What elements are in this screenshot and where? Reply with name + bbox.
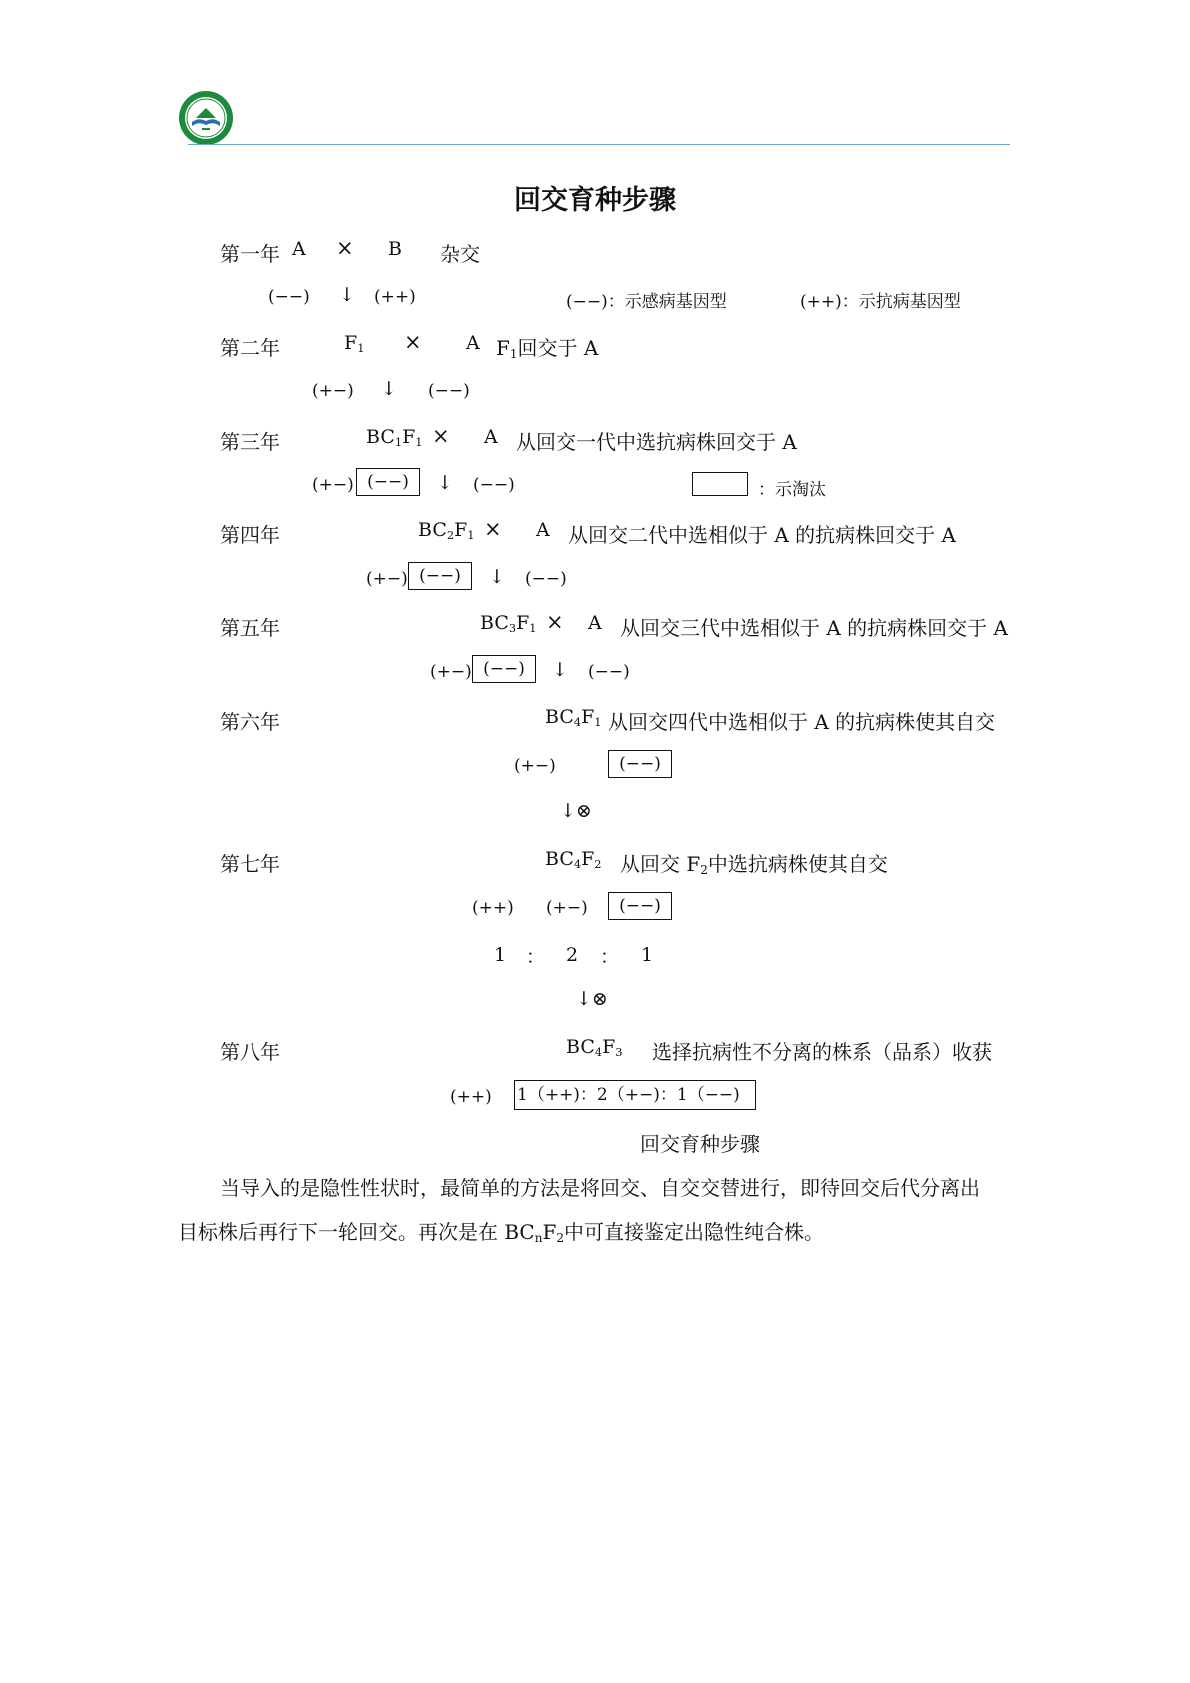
parent-a: A (484, 426, 498, 448)
generation-f1: $F_1$ (344, 332, 365, 355)
genotype-right: (−−) (525, 569, 567, 589)
down-arrow: ↓ (552, 659, 568, 681)
cross-symbol: × (484, 517, 502, 541)
step-note: 从回交 $F_2$中选抗病株使其自交 (620, 852, 888, 877)
cross-symbol: × (336, 236, 354, 260)
cross-symbol: × (404, 330, 422, 354)
step-note: 从回交四代中选相似于 A 的抗病株使其自交 (608, 710, 996, 734)
page-title: 回交育种步骤 (514, 185, 676, 216)
generation-bc2f1: $BC_2F_1$ (418, 519, 475, 542)
year-5-label: 第五年 (220, 616, 280, 640)
parent-a: A (466, 332, 480, 354)
selfing-symbol: ⊗ (575, 800, 592, 822)
eliminated-genotype-box: (−−) (472, 655, 536, 683)
step-note: 选择抗病性不分离的株系（品系）收获 (652, 1040, 992, 1064)
ratio-colon: ： (600, 946, 620, 968)
generation-bc3f1: $BC_3F_1$ (480, 612, 537, 635)
parent-a: A (292, 238, 306, 260)
eliminated-genotype-box: (−−) (608, 750, 672, 778)
parent-a: A (588, 612, 602, 634)
genotype-left: (+−) (312, 381, 354, 401)
year-8-label: 第八年 (220, 1040, 280, 1064)
year-1-label: 第一年 (220, 242, 280, 266)
genotype-resistant: (++) (472, 898, 514, 918)
down-arrow: ↓ (339, 284, 355, 306)
ratio-2: 2 (566, 944, 579, 966)
cross-note: 杂交 (440, 242, 480, 266)
down-arrow-selfing: ↓⊗ (560, 800, 592, 822)
genotype-right: (−−) (473, 475, 515, 495)
legend-resistant: (++)：示抗病基因型 (800, 292, 961, 312)
eliminated-genotype-box: (−−) (356, 468, 420, 496)
cross-symbol: × (546, 610, 564, 634)
genotype-left: (+−) (366, 569, 408, 589)
year-7-label: 第七年 (220, 852, 280, 876)
step-note: 从回交三代中选相似于 A 的抗病株回交于 A (620, 616, 1008, 640)
cross-symbol: × (432, 424, 450, 448)
ratio-3: 1 (641, 944, 654, 966)
generation-bc4f3: $BC_4F_3$ (566, 1036, 623, 1059)
school-logo (178, 90, 234, 146)
legend-elimination: ：示淘汰 (758, 480, 826, 500)
figure-caption: 回交育种步骤 (640, 1132, 760, 1156)
down-arrow: ↓ (381, 378, 397, 400)
step-note: 从回交一代中选抗病株回交于 A (516, 430, 797, 454)
ratio-colon: ： (526, 946, 546, 968)
genotype-left: (+−) (514, 756, 556, 776)
genotype-left: (−−) (268, 287, 310, 307)
paragraph-line-2: 目标株后再行下一轮回交。再次是在 $BC_nF_2$中可直接鉴定出隐性纯合株。 (178, 1220, 824, 1245)
year-4-label: 第四年 (220, 523, 280, 547)
generation-bc1f1: $BC_1F_1$ (366, 426, 423, 449)
genotype-left: (+−) (430, 662, 472, 682)
parent-b: B (388, 238, 402, 260)
genotype-left: (+−) (312, 475, 354, 495)
genotype-resistant: (++) (450, 1087, 492, 1107)
genotype-right: (−−) (428, 381, 470, 401)
genotype-right: (−−) (588, 662, 630, 682)
segregating-ratio-box: 1（++)：2（+−)：1（−−) (514, 1080, 756, 1110)
year-6-label: 第六年 (220, 710, 280, 734)
step-note: $F_1$回交于 A (496, 336, 599, 361)
step-note: 从回交二代中选相似于 A 的抗病株回交于 A (568, 523, 956, 547)
genotype-heterozygous: (+−) (546, 898, 588, 918)
header-rule (188, 144, 1010, 145)
ratio-1: 1 (494, 944, 507, 966)
down-arrow: ↓ (489, 566, 505, 588)
parent-a: A (536, 519, 550, 541)
down-arrow: ↓ (437, 472, 453, 494)
generation-bc4f1: $BC_4F_1$ (545, 706, 602, 729)
down-arrow-selfing: ↓⊗ (576, 988, 608, 1010)
selfing-symbol: ⊗ (591, 988, 608, 1010)
generation-bc4f2: $BC_4F_2$ (545, 848, 602, 871)
eliminated-genotype-box: (−−) (608, 892, 672, 920)
paragraph-line-1: 当导入的是隐性性状时，最简单的方法是将回交、自交交替进行，即待回交后代分离出 (220, 1176, 980, 1200)
year-2-label: 第二年 (220, 336, 280, 360)
eliminated-genotype-box: (−−) (408, 562, 472, 590)
legend-elimination-box (692, 472, 748, 496)
legend-susceptible: (−−)：示感病基因型 (566, 292, 727, 312)
year-3-label: 第三年 (220, 430, 280, 454)
genotype-right: (++) (374, 287, 416, 307)
